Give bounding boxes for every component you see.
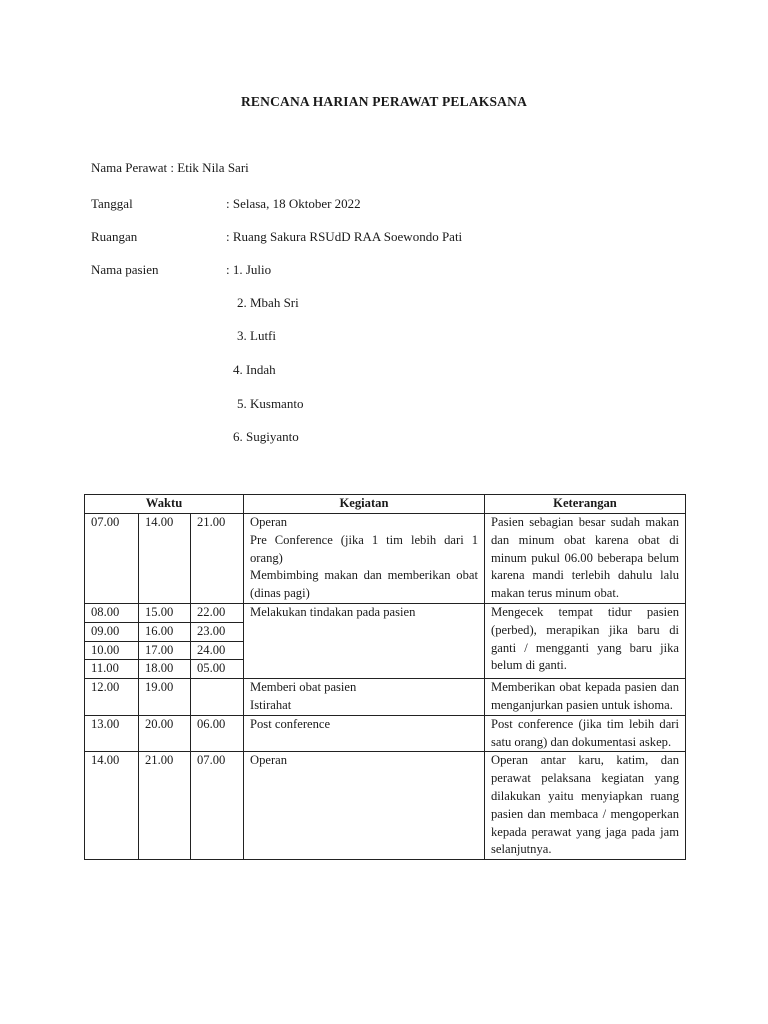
activity-cell: [244, 514, 485, 604]
activity-line: Membimbing makan dan memberikan obat (dinas pagi): [250, 568, 478, 601]
patient-item: 5. Kusmanto: [237, 396, 304, 411]
time-cell: [191, 679, 244, 716]
patient-item: : 1. Julio: [226, 262, 272, 277]
note-cell: Memberikan obat kepada pasien dan menganjurkan pasien untuk ishoma.: [485, 679, 686, 716]
date-value: : Selasa, 18 Oktober 2022: [226, 196, 361, 211]
header-time: Waktu: [85, 495, 244, 514]
note-cell: Post conference (jika tim lebih dari satu orang) dan dokumentasi askep.: [485, 715, 686, 752]
activity-line: Istirahat: [250, 697, 292, 712]
time-cell: 14.00: [85, 752, 139, 860]
time-cell: 10.00: [85, 641, 139, 660]
time-cell: 07.00: [191, 752, 244, 860]
document-title: RENCANA HARIAN PERAWAT PELAKSANA: [240, 94, 528, 109]
activity-cell: Post conference: [244, 715, 485, 752]
time-cell: 11.00: [85, 660, 139, 679]
time-cell: 23.00: [191, 622, 244, 641]
table-row: [85, 514, 686, 604]
activity-line: Memberi obat pasien: [250, 680, 357, 695]
patient-item: 3. Lutfi: [237, 328, 276, 343]
nurse-name-line: Nama Perawat : Etik Nila Sari: [91, 160, 249, 175]
header-note: Keterangan: [485, 495, 686, 514]
activity-line: Pre Conference (jika 1 tim lebih dari 1 orang): [250, 532, 478, 565]
activity-cell: [244, 679, 485, 716]
note-cell: Mengecek tempat tidur pasien (perbed), merapikan jika baru di ganti / mengganti yang baru jika belum di ganti.: [485, 603, 686, 678]
time-cell: 08.00: [85, 603, 139, 622]
schedule-table: [84, 494, 686, 860]
patient-item: 6. Sugiyanto: [233, 429, 299, 444]
time-cell: 18.00: [139, 660, 191, 679]
activity-line: Operan: [250, 515, 288, 529]
time-cell: 14.00: [139, 514, 191, 604]
time-cell: 21.00: [139, 752, 191, 860]
table-row: [85, 603, 686, 622]
time-cell: 24.00: [191, 641, 244, 660]
time-cell: 05.00: [191, 660, 244, 679]
time-cell: 16.00: [139, 622, 191, 641]
patient-label: Nama pasien: [91, 262, 159, 277]
note-cell: Operan antar karu, katim, dan perawat pelaksana kegiatan yang dilakukan yaitu menyiapkan ruang pasien dan membaca / mengoperkan kepada perawat yang jaga pada jam selanjutnya.: [485, 752, 686, 860]
patient-item: 4. Indah: [233, 362, 276, 377]
activity-cell: Melakukan tindakan pada pasien: [244, 603, 485, 678]
time-cell: 20.00: [139, 715, 191, 752]
time-cell: 21.00: [191, 514, 244, 604]
patient-item: 2. Mbah Sri: [237, 295, 299, 310]
header-activity: Kegiatan: [244, 495, 485, 514]
note-cell: Pasien sebagian besar sudah makan dan minum obat karena obat di minum pukul 06.00 beberapa belum karena mandi terlebih dahulu lalu makan terus minum obat.: [485, 514, 686, 604]
table-row: [85, 752, 686, 860]
room-label: Ruangan: [91, 229, 138, 244]
time-cell: 19.00: [139, 679, 191, 716]
time-cell: 13.00: [85, 715, 139, 752]
room-value: : Ruang Sakura RSUdD RAA Soewondo Pati: [226, 229, 463, 244]
date-label: Tanggal: [91, 196, 133, 211]
table-header-row: [85, 495, 686, 514]
time-cell: 07.00: [85, 514, 139, 604]
time-cell: 12.00: [85, 679, 139, 716]
time-cell: 17.00: [139, 641, 191, 660]
time-cell: 22.00: [191, 603, 244, 622]
table-row: [85, 715, 686, 752]
activity-cell: Operan: [244, 752, 485, 860]
time-cell: 06.00: [191, 715, 244, 752]
time-cell: 15.00: [139, 603, 191, 622]
time-cell: 09.00: [85, 622, 139, 641]
table-row: [85, 679, 686, 716]
